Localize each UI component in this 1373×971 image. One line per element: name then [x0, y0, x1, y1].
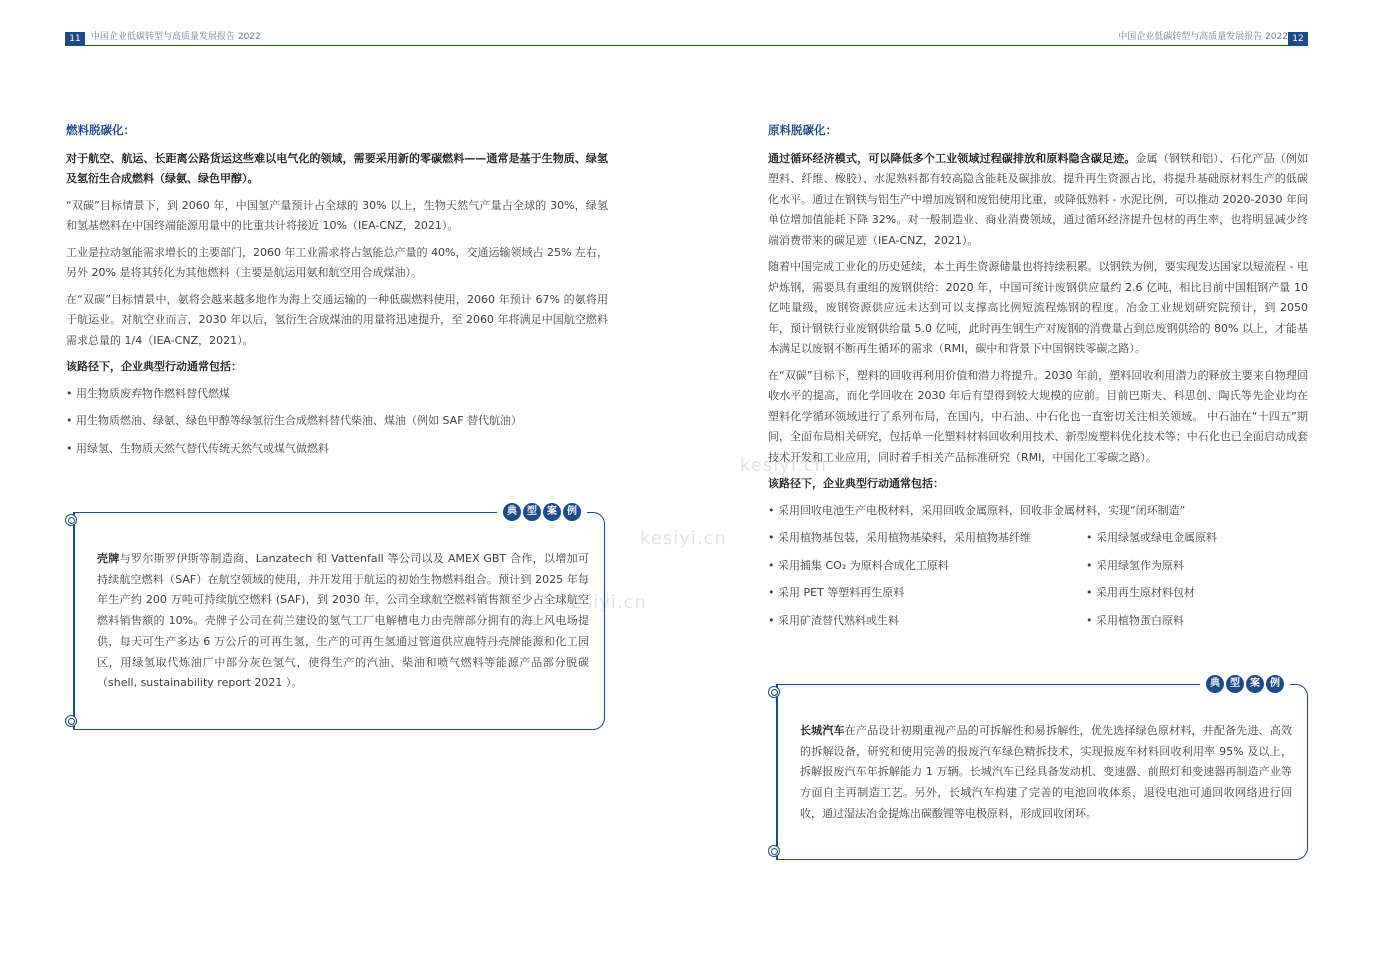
list-item: • 采用回收电池生产电极材料，采用回收金属原料，回收非金属材料，实现“闭环制造”: [768, 503, 1186, 517]
list-item: • 采用绿氢或绿电金属原料: [1086, 531, 1217, 544]
scroll-ring-icon: [768, 686, 780, 698]
left-paragraph-2: 工业是拉动氢能需求增长的主要部门，2060 年工业需求将占氢能总产量的 40%，交通运输领域占 25% 左右，另外 20% 是将其转化为其他燃料（主要是航运用氨和航空用合成煤油）。: [66, 245, 608, 279]
great-wall-case-text: [800, 721, 1292, 825]
watermark-text: kesiyi.cn: [740, 455, 827, 476]
list-item: • 采用矿渣替代熟料或生料: [768, 613, 899, 627]
badge-char: 例: [563, 503, 581, 521]
right-lead-paragraph: [768, 149, 1308, 252]
scroll-ring-icon: [65, 514, 77, 526]
right-paragraph-1: 随着中国完成工业化的历史延续，本土再生资源储量也将持续积累。以钢铁为例，要实现发达国家以短流程 - 电炉炼钢，需要具有重组的废钢供给：2020 年，中国可统计废钢供应量约 2.6 亿吨，相比目前中国粗钢产量 10 亿吨量级，废钢资源供应远未达到可以支撑高比例短流程炼钢的程度。冶金工业规划研究院预计，到 2050 年，预计钢铁行业废钢供给量 5.0 亿吨，此时再生钢生产对废钢的消费量占到总废钢供给的 80% 以上，才能基本满足以废钢不断再生循环的需求（RMI，碳中和背景下中国钢铁零碳之路）。: [768, 260, 1308, 355]
scroll-ring-icon: [65, 715, 77, 727]
case-company: 长城汽车: [800, 724, 845, 737]
shell-case-text: [97, 549, 589, 694]
left-header-title: 中国企业低碳转型与高质量发展报告 2022: [91, 32, 261, 42]
case-spine: [73, 513, 75, 729]
watermark-text: kesiyi.cn: [560, 592, 647, 613]
right-path-title: 该路径下，企业典型行动通常包括：: [768, 477, 944, 490]
scroll-ring-icon: [768, 845, 780, 857]
left-path-title: 该路径下，企业典型行动通常包括：: [66, 360, 242, 373]
right-page-number: 12: [1288, 32, 1308, 46]
badge-char: 例: [1266, 675, 1284, 693]
list-item: • 采用捕集 CO₂ 为原料合成化工原料: [768, 558, 949, 572]
right-header-title: 中国企业低碳转型与高质量发展报告 2022: [1118, 32, 1288, 42]
left-header-rule: [85, 45, 686, 46]
fuel-decarbonization-title: 燃料脱碳化：: [66, 123, 135, 137]
left-column: [66, 120, 608, 466]
left-page-number: 11: [65, 32, 85, 46]
right-action-list: [768, 501, 1308, 522]
badge-char: 案: [543, 503, 561, 521]
badge-char: 典: [1206, 675, 1224, 693]
list-item: • 采用植物基包装，采用植物基染料，采用植物基纤维: [768, 531, 1031, 544]
right-column: [768, 120, 1308, 631]
case-company: 壳牌: [97, 552, 120, 565]
great-wall-case-box: [776, 678, 1308, 860]
list-item: • 采用再生原材料包材: [1086, 586, 1195, 599]
list-item: • 采用绿氢作为原料: [1086, 558, 1184, 572]
feedstock-decarbonization-title: 原料脱碳化：: [768, 123, 837, 137]
case-body: 与罗尔斯罗伊斯等制造商、Lanzatech 和 Vattenfall 等公司以及 AMEX GBT 合作，以增加可持续航空燃料（SAF）在航空领域的使用，并开发用于航运的初始生物燃料组合。预计到 2025 年每年生产约 200 万吨可持续航空燃料 (SAF)，到 2030 年，公司全球航空燃料销售额至少占全球航空燃料销售额的 10%。壳牌子公司在荷兰建设的氢气工厂电解槽电力由壳牌部分拥有的海上风电场提供，每天可生产多达 6 万公斤的可再生氢，生产的可再生氢通过管道供应鹿特丹壳牌能源和化工园区，用绿氢取代炼油厂中部分灰色氢气，使得生产的汽油、柴油和喷气燃料等能源产品部分脱碳（shell, sustainability report 2021 ）。: [97, 552, 590, 690]
right-lead-bold: 通过循环经济模式，可以降低多个工业领域过程碳排放和原料隐含碳足迹。: [768, 151, 1136, 165]
right-lead-rest: 金属（钢铁和铝）、石化产品（例如塑料、纤维、橡胶）、水泥熟料都有较高隐含能耗及碳排放。提升再生资源占比，将提升基础原材料生产的低碳化水平。通过在钢铁与铝生产中增加废钢和废铝使用比重，或降低熟料 - 水泥比例，可以推动 2020-2030 年间单位增加值能耗下降 32%。对一般制造业、商业消费领域，通过循环经济提升包材的再生率，也将明显减少终端消费带来的碳足迹（IEA-CNZ，2021）。: [768, 151, 1308, 247]
right-action-grid: [768, 528, 1308, 631]
list-item: • 用生物质燃油、绿氨、绿色甲醇等绿氢衍生合成燃料替代柴油、煤油（例如 SAF 替代航油）: [66, 414, 523, 427]
right-paragraph-2: 在“双碳”目标下，塑料的回收再利用价值和潜力将提升。2030 年前，塑料回收利用潜力的释放主要来自物理回收水平的提高，而化学回收在 2030 年后有望得到较大规模的应前。目前巴斯夫、科思创、陶氏等先企业均在塑料化学循环领域进行了系列布局，在国内，中石油、中石化也一直密切关注相关领域。 中石油在“十四五”期间，全面布局相关研究，包括单一化塑料材料回收利用技术、新型废塑料优化技术等；中石化也已全面启动成套技术开发和工业应用，同时着手相关产品标准研究（RMI，中国化工零碳之路）。: [768, 368, 1308, 464]
left-paragraph-3: 在“双碳”目标情景中，氨将会越来越多地作为海上交通运输的一种低碳燃料使用，2060 年预计 67% 的氨将用于航运业。对航空业而言，2030 年以后，氢衍生合成煤油的用量将迅速提升，至 2060 年将满足中国航空燃料需求总量的 1/4（IEA-CNZ，2021）。: [66, 292, 608, 347]
case-body: 在产品设计初期重视产品的可拆解性和易拆解性，优先选择绿色原材料，并配备先进、高效的拆解设备，研究和使用完善的报废汽车绿色精拆技术，实现报废车材料回收利用率 95% 及以上，拆解报废汽车年拆解能力 1 万辆。长城汽车已经具备发动机、变速器、前照灯和变速器再制造产业等方面自主再制造工艺。另外，长城汽车构建了完善的电池回收体系，退役电池可通回收网络进行回收，通过湿法冶金提炼出碳酸锂等电极原料，形成回收闭环。: [800, 724, 1293, 820]
left-action-list: [66, 384, 608, 460]
left-lead-paragraph: 对于航空、航运、长距离公路货运这些难以电气化的领域，需要采用新的零碳燃料——通常是基于生物质、绿氢及氢衍生合成燃料（绿氨、绿色甲醇）。: [66, 151, 608, 185]
left-paragraph-1: “双碳”目标情景下，到 2060 年，中国氢产量预计占全球的 30% 以上，生物天然气产量占全球的 30%，绿氢和氢基燃料在中国终端能源用量中的比重共计将接近 10%（IEA-CNZ，2021）。: [66, 198, 608, 232]
badge-char: 典: [503, 503, 521, 521]
badge-char: 型: [523, 503, 541, 521]
badge-char: 案: [1246, 675, 1264, 693]
list-item: • 用生物质废弃物作燃料替代燃煤: [66, 386, 230, 400]
case-spine: [776, 685, 778, 859]
watermark-text: kesiyi.cn: [640, 528, 727, 549]
list-item: • 采用 PET 等塑料再生原料: [768, 586, 905, 599]
badge-char: 型: [1226, 675, 1244, 693]
list-item: • 用绿氢、生物质天然气替代传统天然气或煤气做燃料: [66, 441, 329, 455]
right-header-rule: [686, 45, 1288, 46]
case-badge: [497, 503, 587, 521]
case-badge: [1200, 675, 1290, 693]
shell-case-box: [73, 506, 605, 730]
list-item: • 采用植物蛋白原料: [1086, 613, 1184, 627]
